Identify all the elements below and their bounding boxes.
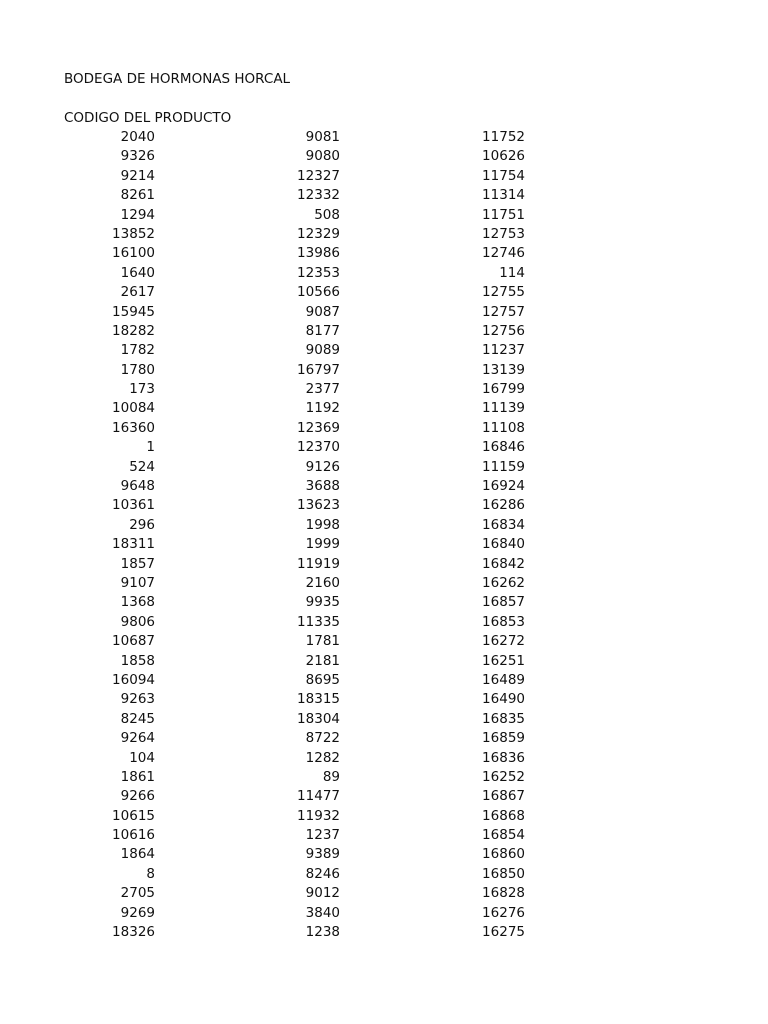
product-code-cell: 12746 — [482, 245, 525, 262]
product-code-cell: 2040 — [120, 129, 155, 145]
product-code-cell: 12757 — [482, 303, 525, 320]
product-code-cell: 10626 — [482, 148, 525, 165]
product-code-cell: 16276 — [482, 904, 525, 921]
product-code-cell: 9107 — [120, 574, 155, 591]
product-code-cell: 9806 — [120, 613, 155, 630]
product-code-cell: 16094 — [112, 671, 155, 688]
product-code-cell: 12753 — [482, 225, 525, 242]
product-code-cell: 16252 — [482, 768, 525, 785]
product-code-cell: 16100 — [112, 245, 155, 262]
product-code-cell: 16854 — [482, 827, 525, 844]
product-code-cell: 16262 — [482, 574, 525, 591]
product-code-cell: 10687 — [112, 633, 155, 650]
product-code-column-3 — [425, 128, 525, 942]
product-code-cell: 9266 — [120, 788, 155, 805]
product-code-cell: 16835 — [482, 710, 525, 727]
product-code-cell: 9264 — [120, 730, 155, 747]
product-code-cell: 10361 — [112, 497, 155, 514]
product-code-cell: 2617 — [120, 284, 155, 301]
product-code-cell: 16360 — [112, 419, 155, 436]
product-code-cell: 16840 — [482, 536, 525, 553]
product-code-cell: 10084 — [112, 400, 155, 417]
product-code-cell: 11932 — [297, 807, 340, 824]
product-code-cell: 9087 — [305, 303, 340, 320]
product-code-cell: 13623 — [297, 497, 340, 514]
product-code-cell: 11754 — [482, 167, 525, 184]
product-code-cell: 10616 — [112, 827, 155, 844]
product-code-cell: 12755 — [482, 284, 525, 301]
product-code-cell: 8245 — [120, 710, 155, 727]
product-code-cell: 1780 — [120, 361, 155, 378]
product-code-cell: 9935 — [305, 594, 340, 611]
product-code-cell: 2181 — [305, 652, 340, 669]
product-code-cell: 16860 — [482, 846, 525, 863]
product-code-cell: 12327 — [297, 167, 340, 184]
product-code-cell: 11335 — [297, 613, 340, 630]
product-code-cell: 12756 — [482, 322, 525, 339]
product-code-cell: 16275 — [482, 924, 525, 941]
product-code-cell: 524 — [129, 458, 155, 475]
product-code-cell: 11159 — [482, 458, 525, 475]
product-code-cell: 10566 — [297, 284, 340, 301]
product-code-cell: 9389 — [305, 846, 340, 863]
product-code-cell: 173 — [129, 381, 155, 398]
product-code-cell: 1857 — [120, 555, 155, 572]
product-code-cell: 16924 — [482, 478, 525, 495]
product-code-cell: 2377 — [305, 381, 340, 398]
product-code-cell: 18315 — [297, 691, 340, 708]
product-code-cell: 1864 — [120, 846, 155, 863]
product-code-cell: 16489 — [482, 671, 525, 688]
product-code-cell: 9269 — [120, 904, 155, 921]
product-code-cell: 12370 — [297, 439, 340, 456]
product-code-cell: 13852 — [112, 225, 155, 242]
product-code-cell: 16836 — [482, 749, 525, 766]
product-code-cell: 508 — [314, 206, 340, 223]
product-code-cell: 16846 — [482, 439, 525, 456]
product-code-cell: 3840 — [305, 904, 340, 921]
product-code-cell: 12353 — [297, 264, 340, 281]
product-code-cell: 9012 — [305, 885, 340, 902]
product-code-cell: 18326 — [112, 924, 155, 941]
product-code-cell: 13139 — [482, 361, 525, 378]
product-code-cell: 16251 — [482, 652, 525, 669]
product-code-cell: 10615 — [112, 807, 155, 824]
product-code-cell: 16859 — [482, 730, 525, 747]
product-code-cell: 11314 — [482, 187, 525, 204]
product-code-cell: 16853 — [482, 613, 525, 630]
product-code-cell: 2705 — [120, 885, 155, 902]
product-code-cell: 8 — [146, 865, 155, 882]
product-code-cell: 16272 — [482, 633, 525, 650]
product-code-cell: 16490 — [482, 691, 525, 708]
product-code-cell: 18311 — [112, 536, 155, 553]
product-code-cell: 11752 — [482, 129, 525, 145]
product-code-cell: 1368 — [120, 594, 155, 611]
product-code-cell: 12332 — [297, 187, 340, 204]
product-code-cell: 9089 — [305, 342, 340, 359]
product-code-cell: 11237 — [482, 342, 525, 359]
document-title: BODEGA DE HORMONAS HORCAL — [64, 71, 291, 87]
product-code-cell: 1238 — [305, 924, 340, 941]
product-code-cell: 11477 — [297, 788, 340, 805]
product-code-cell: 16834 — [482, 516, 525, 533]
product-code-cell: 1999 — [305, 536, 340, 553]
product-code-cell: 16828 — [482, 885, 525, 902]
product-code-column-1 — [60, 128, 155, 942]
product-code-cell: 8246 — [305, 865, 340, 882]
product-code-cell: 3688 — [305, 478, 340, 495]
product-code-cell: 9214 — [120, 167, 155, 184]
product-code-cell: 1782 — [120, 342, 155, 359]
product-code-cell: 8722 — [305, 730, 340, 747]
product-code-cell: 18304 — [297, 710, 340, 727]
product-code-cell: 104 — [129, 749, 155, 766]
product-code-cell: 8261 — [120, 187, 155, 204]
product-code-cell: 9080 — [305, 148, 340, 165]
product-code-cell: 16797 — [297, 361, 340, 378]
product-code-cell: 9326 — [120, 148, 155, 165]
product-code-cell: 9081 — [305, 129, 340, 145]
product-code-cell: 16799 — [482, 381, 525, 398]
product-code-cell: 16850 — [482, 865, 525, 882]
product-code-cell: 16868 — [482, 807, 525, 824]
product-code-cell: 11108 — [482, 419, 525, 436]
product-code-cell: 16842 — [482, 555, 525, 572]
product-code-cell: 9648 — [120, 478, 155, 495]
product-code-heading: CODIGO DEL PRODUCTO — [64, 110, 232, 126]
product-code-cell: 8695 — [305, 671, 340, 688]
product-code-cell: 2160 — [305, 574, 340, 591]
product-code-column-2 — [240, 128, 340, 942]
product-code-cell: 1858 — [120, 652, 155, 669]
product-code-cell: 11751 — [482, 206, 525, 223]
product-code-cell: 13986 — [297, 245, 340, 262]
product-code-cell: 11919 — [297, 555, 340, 572]
product-code-cell: 12369 — [297, 419, 340, 436]
product-code-cell: 114 — [499, 264, 525, 281]
product-code-cell: 12329 — [297, 225, 340, 242]
product-code-cell: 9126 — [305, 458, 340, 475]
product-code-cell: 15945 — [112, 303, 155, 320]
product-code-cell: 1282 — [305, 749, 340, 766]
product-code-cell: 16286 — [482, 497, 525, 514]
product-code-cell: 89 — [322, 768, 340, 785]
product-code-cell: 1 — [146, 439, 155, 456]
product-code-cell: 296 — [129, 516, 155, 533]
product-code-cell: 1640 — [120, 264, 155, 281]
product-code-cell: 1998 — [305, 516, 340, 533]
product-code-cell: 8177 — [305, 322, 340, 339]
product-code-cell: 11139 — [482, 400, 525, 417]
product-code-cell: 16867 — [482, 788, 525, 805]
product-code-cell: 1294 — [120, 206, 155, 223]
product-code-cell: 9263 — [120, 691, 155, 708]
product-code-cell: 1192 — [305, 400, 340, 417]
product-code-cell: 18282 — [112, 322, 155, 339]
product-code-cell: 16857 — [482, 594, 525, 611]
product-code-cell: 1781 — [305, 633, 340, 650]
product-code-cell: 1861 — [120, 768, 155, 785]
product-code-cell: 1237 — [305, 827, 340, 844]
